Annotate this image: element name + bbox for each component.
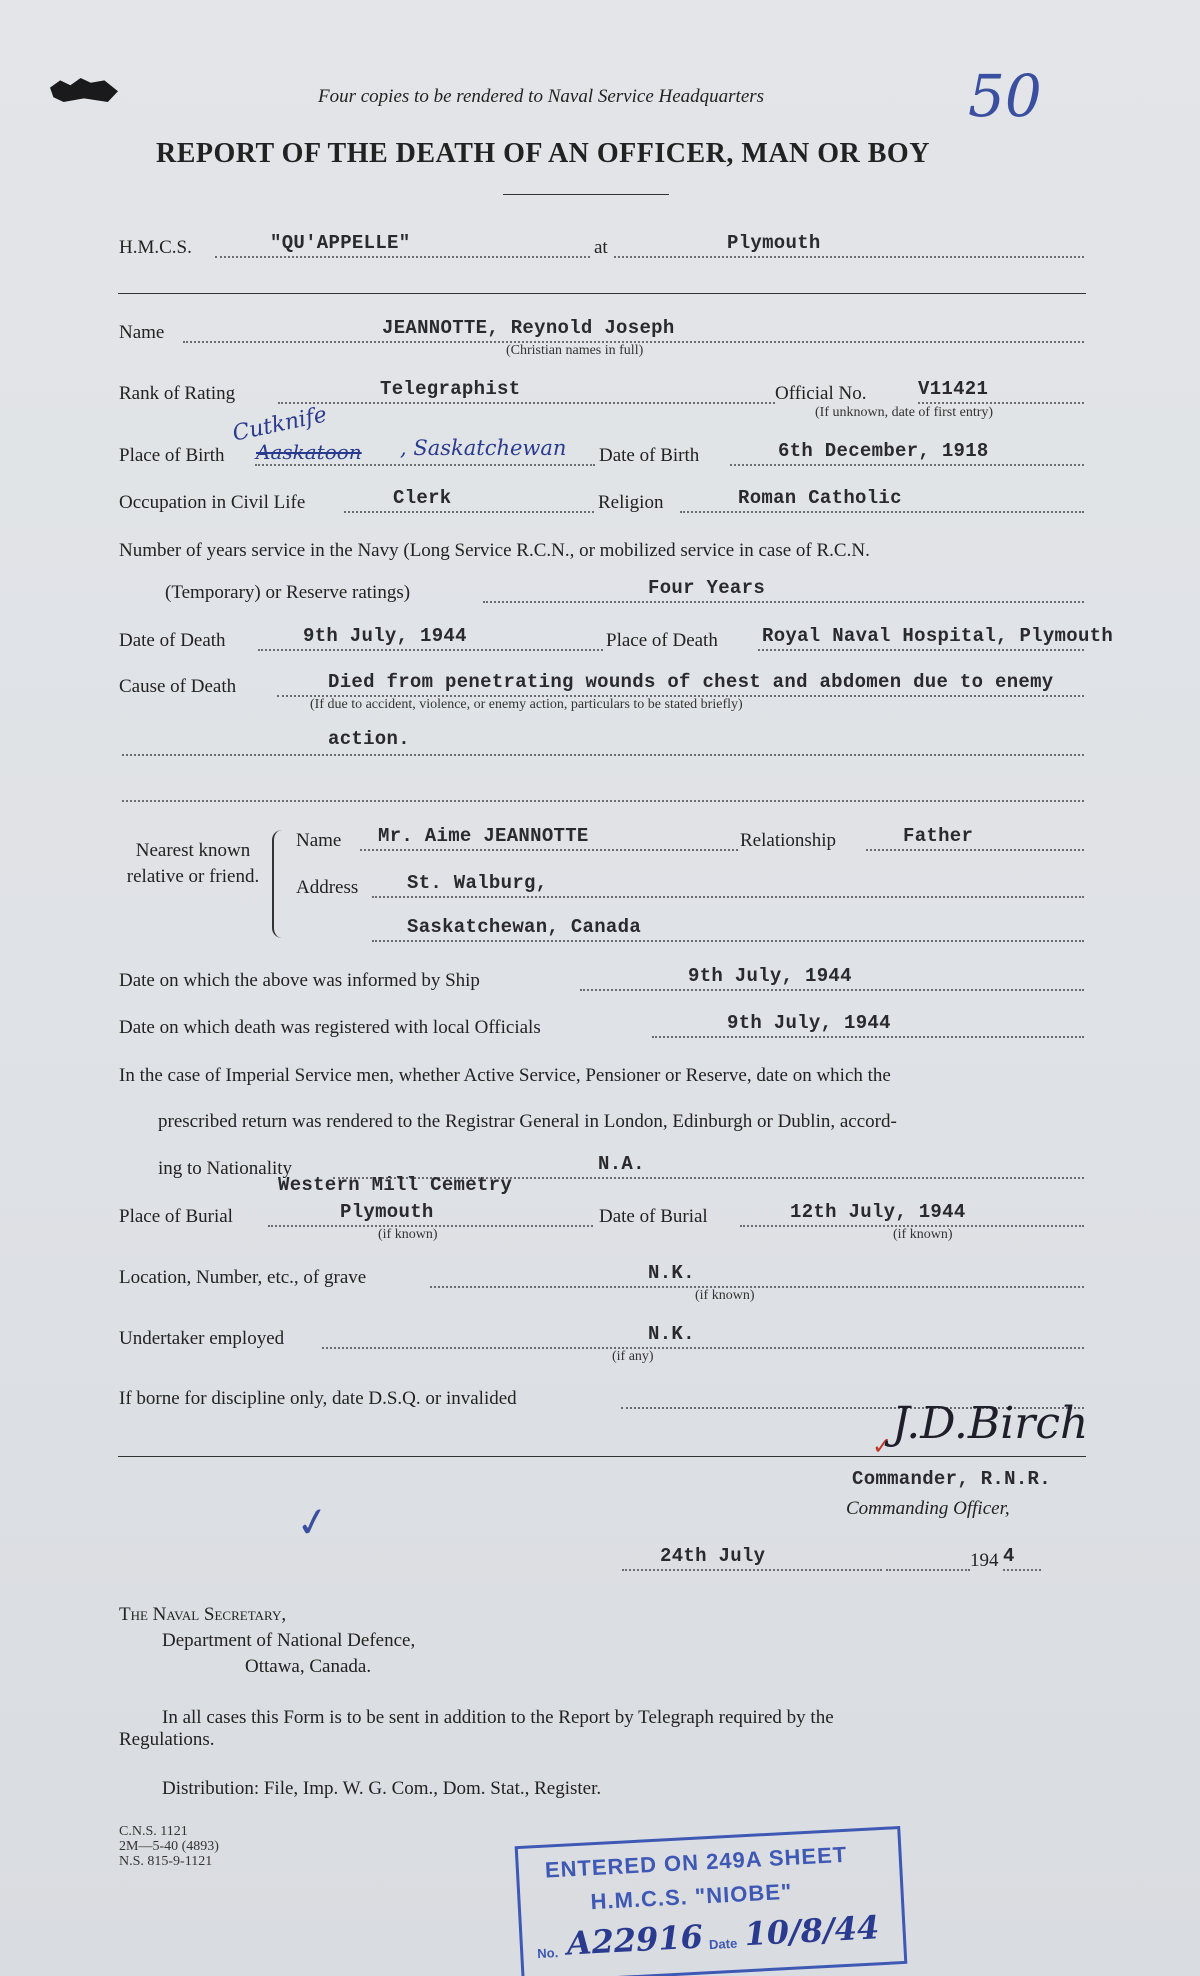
- form-code1: C.N.S. 1121: [119, 1824, 188, 1839]
- dots-undertaker: [322, 1347, 1084, 1349]
- copies-note: Four copies to be rendered to Naval Service Headquarters: [318, 86, 765, 107]
- dots-occupation: [344, 511, 594, 513]
- dots-registered-local: [652, 1036, 1084, 1038]
- dots-report-date: [622, 1569, 882, 1571]
- dots-relationship: [866, 849, 1084, 851]
- value-report-date: 24th July: [660, 1545, 766, 1567]
- value-undertaker: N.K.: [648, 1323, 695, 1345]
- label-address: Address: [296, 877, 359, 898]
- label-discipline: If borne for discipline only, date D.S.Q. or invalided: [119, 1388, 517, 1409]
- value-ship: "QU'APPELLE": [270, 232, 411, 254]
- value-year-suffix: 4: [1003, 1545, 1015, 1567]
- stamp-line1: ENTERED ON 249A SHEET: [544, 1841, 848, 1883]
- note-line1: In all cases this Form is to be sent in addition to the Report by Telegraph required by the: [162, 1707, 834, 1728]
- label-occupation: Occupation in Civil Life: [119, 492, 306, 513]
- value-occupation: Clerk: [393, 487, 452, 509]
- value-cause-line2: action.: [328, 728, 410, 750]
- dots-address-line2: [372, 940, 1084, 942]
- form-title: REPORT OF THE DEATH OF AN OFFICER, MAN OR BOY: [156, 138, 930, 169]
- hint-undertaker: (if any): [612, 1349, 654, 1364]
- corner-number: 50: [968, 62, 1042, 130]
- entered-stamp: [515, 1826, 908, 1976]
- value-date-of-birth: 6th December, 1918: [778, 440, 989, 462]
- relative-brace: [272, 830, 284, 938]
- stamp-date-label: Date: [708, 1935, 738, 1953]
- label-date-of-burial: Date of Burial: [599, 1206, 708, 1227]
- dots-years-service: [483, 601, 1084, 603]
- value-ship-location: Plymouth: [727, 232, 821, 254]
- blue-check-mark: ✓: [292, 1497, 334, 1549]
- label-informed-by-ship: Date on which the above was informed by Ship: [119, 970, 480, 991]
- punch-hole-damage: [50, 78, 118, 102]
- value-signer-rank: Commander, R.N.R.: [852, 1468, 1051, 1490]
- hint-cause: (If due to accident, violence, or enemy action, particulars to be stated briefly): [310, 697, 743, 712]
- value-address-line1: St. Walburg,: [407, 872, 548, 894]
- label-hmcs: H.M.C.S.: [119, 237, 192, 258]
- value-burial-date: 12th July, 1944: [790, 1201, 966, 1223]
- value-date-of-death: 9th July, 1944: [303, 625, 467, 647]
- value-address-line2: Saskatchewan, Canada: [407, 916, 642, 938]
- value-official-no: V11421: [918, 378, 989, 400]
- label-place-of-birth: Place of Birth: [119, 445, 225, 466]
- dots-report-year: [886, 1569, 970, 1571]
- dots-hmcs: [215, 256, 590, 258]
- label-nearest-relative: Nearest known relative or friend.: [126, 840, 260, 887]
- dots-rank: [278, 402, 775, 404]
- hint-christian-names: (Christian names in full): [506, 343, 644, 358]
- stamp-no-label: No.: [536, 1945, 559, 1962]
- stamp-line2: H.M.C.S. "NIOBE": [590, 1878, 793, 1915]
- header-rule: [118, 293, 1086, 294]
- dots-address-line1: [372, 896, 1084, 898]
- hint-official-no: (If unknown, date of first entry): [815, 405, 994, 420]
- value-registered-date: 9th July, 1944: [727, 1012, 891, 1034]
- dots-date-of-death: [258, 649, 603, 651]
- form-code3: N.S. 815-9-1121: [119, 1854, 213, 1869]
- label-date-of-death: Date of Death: [119, 630, 226, 651]
- label-service-line2: (Temporary) or Reserve ratings): [165, 582, 411, 603]
- dots-cause-line3: [122, 800, 1084, 802]
- label-place-of-burial: Place of Burial: [119, 1206, 233, 1227]
- form-code2: 2M—5-40 (4893): [119, 1839, 219, 1854]
- value-informed-date: 9th July, 1944: [688, 965, 852, 987]
- dots-cause-line2: [122, 754, 1084, 756]
- label-undertaker: Undertaker employed: [119, 1328, 285, 1349]
- dots-grave-location: [430, 1286, 1084, 1288]
- value-relationship: Father: [903, 825, 974, 847]
- value-birth-place-struck: Aaskatoon: [256, 440, 362, 464]
- dots-year-suffix: [1003, 1569, 1041, 1571]
- label-grave-location: Location, Number, etc., of grave: [119, 1267, 367, 1288]
- label-cause-of-death: Cause of Death: [119, 676, 237, 697]
- dots-date-of-birth: [730, 464, 1084, 466]
- signature: J.D.Birch: [892, 1398, 1089, 1449]
- dots-place-of-death: [758, 649, 1084, 651]
- label-service-line1: Number of years service in the Navy (Long Service R.C.N., or mobilized service in case of R.C.N.: [119, 540, 870, 561]
- label-name: Name: [119, 322, 165, 343]
- label-place-of-death: Place of Death: [606, 630, 718, 651]
- label-official-no: Official No.: [775, 383, 867, 404]
- distribution: Distribution: File, Imp. W. G. Com., Dom. Stat., Register.: [162, 1778, 602, 1799]
- label-religion: Religion: [598, 492, 664, 513]
- value-relative-name: Mr. Aime JEANNOTTE: [378, 825, 589, 847]
- stamp-number: A22916: [565, 1917, 704, 1963]
- value-birth-province: , Saskatchewan: [400, 436, 567, 460]
- hint-place-of-burial: (if known): [378, 1227, 438, 1242]
- label-registered-local: Date on which death was registered with local Officials: [119, 1017, 541, 1038]
- secretary-line3: Ottawa, Canada.: [245, 1656, 372, 1677]
- secretary-line2: Department of National Defence,: [162, 1630, 416, 1651]
- red-check-mark: ✓: [872, 1432, 893, 1460]
- label-relationship: Relationship: [740, 830, 837, 851]
- secretary-line1: The Naval Secretary,: [119, 1604, 287, 1625]
- value-burial-place: Plymouth: [340, 1201, 434, 1223]
- note-line2: Regulations.: [119, 1729, 215, 1750]
- hint-date-of-burial: (if known): [893, 1227, 953, 1242]
- label-rank: Rank of Rating: [119, 383, 236, 404]
- dots-place-of-birth: [255, 464, 595, 466]
- title-underline: [503, 194, 669, 195]
- hint-grave: (if known): [695, 1288, 755, 1303]
- dots-at: [614, 256, 1084, 258]
- dots-relative-name: [360, 849, 738, 851]
- value-birth-place-correction: Cutknife: [230, 402, 330, 447]
- value-name: JEANNOTTE, Reynold Joseph: [382, 317, 675, 339]
- value-religion: Roman Catholic: [738, 487, 902, 509]
- value-burial-cemetery: Western Mill Cemetry: [278, 1174, 513, 1196]
- dots-informed-by-ship: [580, 989, 1084, 991]
- label-year-prefix: 194: [970, 1550, 999, 1571]
- value-place-of-death: Royal Naval Hospital, Plymouth: [762, 625, 1114, 647]
- label-imperial-line1: In the case of Imperial Service men, whether Active Service, Pensioner or Reserve, date on which the: [119, 1065, 891, 1086]
- label-commanding-officer: Commanding Officer,: [846, 1498, 1010, 1519]
- value-years-service: Four Years: [648, 577, 766, 599]
- value-rank: Telegraphist: [380, 378, 521, 400]
- value-cause-line1: Died from penetrating wounds of chest and abdomen due to enemy: [328, 671, 1054, 693]
- label-at: at: [594, 237, 608, 258]
- value-grave: N.K.: [648, 1262, 695, 1284]
- dots-official-no: [918, 402, 1084, 404]
- label-imperial-line2: prescribed return was rendered to the Registrar General in London, Edinburgh or Dublin, accord-: [158, 1111, 897, 1132]
- value-nationality: N.A.: [598, 1153, 645, 1175]
- signature-rule: [118, 1456, 1086, 1457]
- dots-religion: [680, 511, 1084, 513]
- label-date-of-birth: Date of Birth: [599, 445, 700, 466]
- stamp-date: 10/8/44: [743, 1908, 881, 1954]
- label-imperial-line3: ing to Nationality: [158, 1158, 293, 1179]
- label-relative-name: Name: [296, 830, 342, 851]
